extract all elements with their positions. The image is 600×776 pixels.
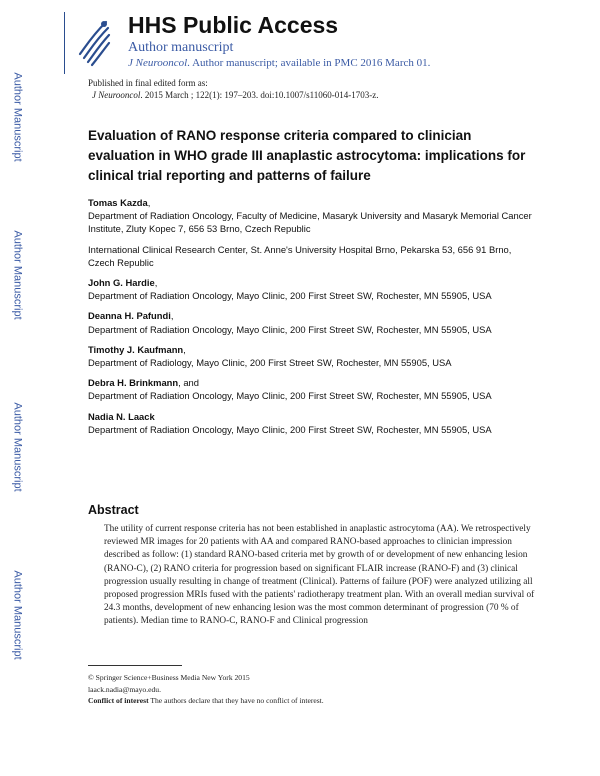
footnotes [88,672,324,707]
author-suffix: , [154,277,158,289]
author-manuscript-label: Author manuscript [128,40,234,55]
hhs-public-access-title: HHS Public Access [128,12,339,38]
author-affiliation: International Clinical Research Center, St. Anne's University Hospital Brno, Pekarska 53, 656 91 Brno, Czech Republic [88,243,512,268]
journal-availability-line [128,57,430,69]
abstract-text: The utility of current response criteria has not been established in anaplastic astrocytoma (AA). We retrospectively reviewed MR images for 20 patients with AA and compared RANO-based approaches to clinician impression described as follow: (1) standard RANO-based criteria met by growth of or development of new enhancing lesion (RANO-C), (2) RANO criteria for progression based on significant FLAIR increase (RANO-F) and (3) clinical progression usually resulting in change of treatment (Clinical). Patterns of failure (POF) were analyzed utilizing all proposed progression MRIs fused with the patients' radiotherapy treatment plan. With an overall median survival of 24.3 months, development of new enhancing lesion was the most common determinant of progression (70 % of patients). Median time to RANO-C, RANO-F and Clinical progression [104,524,535,627]
hhs-eagle-logo-icon [76,16,112,68]
author-suffix: , [170,310,174,322]
author-suffix: , [147,197,151,208]
sidebar-label-2: Author Manuscript [12,230,25,320]
author-affiliation: Department of Radiation Oncology, Mayo Clinic, 200 First Street SW, Rochester, MN 55905, USA [88,323,492,335]
author-affiliation: Department of Radiation Oncology, Mayo Clinic, 200 First Street SW, Rochester, MN 55905, USA [88,290,492,302]
sidebar-label-3: Author Manuscript [12,402,25,492]
author-affiliation: Department of Radiation Oncology, Faculty of Medicine, Masaryk University and Masaryk Memorial Cancer Institute, Zluty Kopec 7, 656 53 Brno, Czech Republic [88,210,532,235]
author-affiliation: Department of Radiology, Mayo Clinic, 200 First Street SW, Rochester, MN 55905, USA [88,357,452,369]
sidebar-label-4: Author Manuscript [12,570,25,660]
journal-availability: . Author manuscript; available in PMC 2016 March 01. [187,57,431,69]
author-name: John G. Hardie [88,277,155,289]
copyright-notice: © Springer Science+Business Media New York 2015 [88,673,250,682]
author-entry [88,343,533,369]
author-entry [88,276,533,302]
author-entry [88,410,533,436]
author-affiliation: Department of Radiation Oncology, Mayo Clinic, 200 First Street SW, Rochester, MN 55905, USA [88,423,492,435]
sidebar-label-1: Author Manuscript [12,72,25,162]
author-name: Timothy J. Kaufmann [88,343,184,355]
author-name: Debra H. Brinkmann [88,377,179,389]
author-entry [88,376,533,402]
author-name: Nadia N. Laack [88,410,155,422]
citation-journal: J Neurooncol [92,90,141,100]
contact-email: laack.nadia@mayo.edu. [88,684,161,694]
published-label: Published in final edited form as: [88,78,208,88]
abstract-heading: Abstract [88,503,139,517]
author-name: Deanna H. Pafundi [88,310,171,322]
coi-label: Conflict of interest [88,696,149,706]
header-divider [64,12,65,74]
author-entry [88,309,533,335]
author-suffix: , and [178,377,199,389]
author-suffix: , [183,343,186,355]
citation-details: . 2015 March ; 122(1): 197–203. doi:10.1007/s11060-014-1703-z. [140,90,379,100]
author-entry [88,196,533,269]
article-title: Evaluation of RANO response criteria compared to clinician evaluation in WHO grade III anaplastic astrocytoma: implications for clinical trial reporting and patterns of failure [88,128,526,183]
author-name: Tomas Kazda [88,197,148,208]
coi-statement: The authors declare that they have no conflict of interest. [148,696,324,706]
author-affiliation: Department of Radiation Oncology, Mayo Clinic, 200 First Street SW, Rochester, MN 55905, USA [88,390,492,402]
footnote-divider [88,665,182,666]
journal-name: J Neurooncol [128,57,188,69]
author-list [88,196,533,443]
conflict-of-interest [88,695,324,707]
publication-citation [92,90,379,100]
